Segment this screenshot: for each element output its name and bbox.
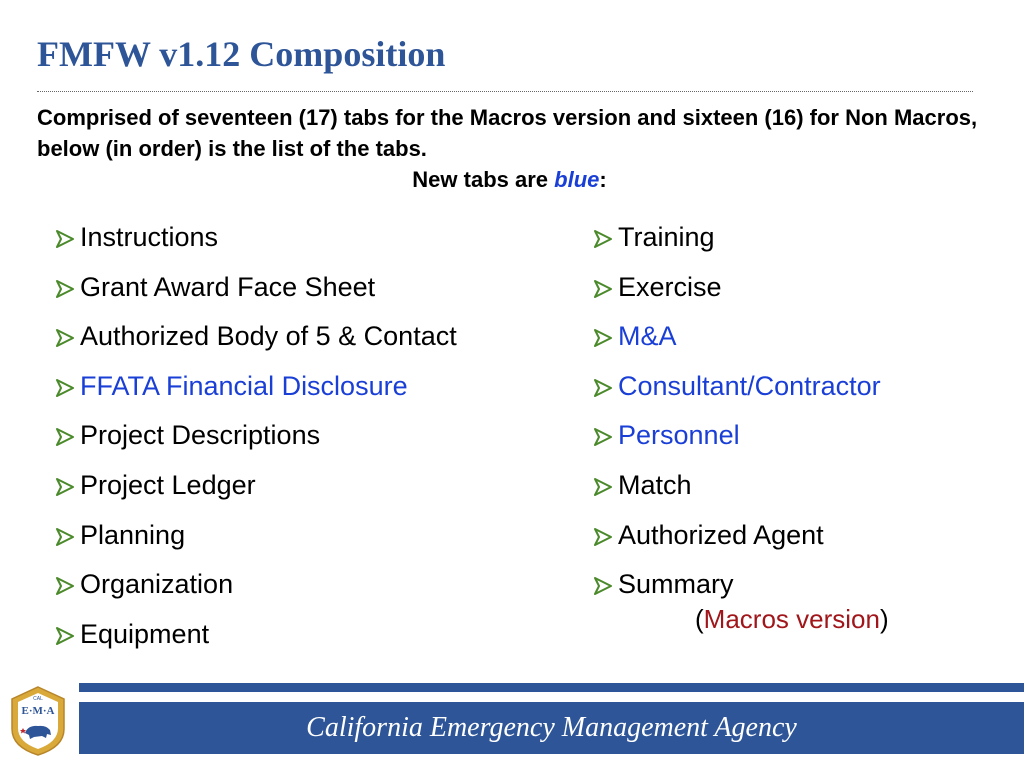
- bullet-arrow-icon: [55, 427, 75, 447]
- bullet-arrow-icon: [593, 378, 613, 398]
- tab-list-item: [591, 213, 881, 263]
- tab-list-item: [591, 362, 881, 412]
- bullet-arrow-icon: [593, 279, 613, 299]
- tab-list-item: [53, 461, 457, 511]
- intro-text: [37, 102, 982, 195]
- bullet-arrow-icon: [593, 527, 613, 547]
- intro-line-2: [37, 164, 982, 195]
- slide-title: FMFW v1.12 Composition: [37, 34, 446, 74]
- intro-line-1: Comprised of seventeen (17) tabs for the Macros version and sixteen (16) for Non Macros, below (in order) is the list of the tabs.: [37, 105, 978, 161]
- tab-list-item: [53, 610, 457, 660]
- tab-list-item: [591, 263, 881, 313]
- footer-accent-bar: [79, 683, 1024, 692]
- intro-line-2-prefix: New tabs are: [412, 167, 555, 192]
- tab-name: FFATA Financial Disclosure: [80, 370, 408, 401]
- note-close-paren: ): [879, 604, 889, 634]
- tab-name: Match: [618, 469, 692, 500]
- bullet-arrow-icon: [593, 328, 613, 348]
- bullet-arrow-icon: [55, 626, 75, 646]
- tab-list-item: [53, 312, 457, 362]
- tab-name: Organization: [80, 569, 234, 600]
- logo-cal-text: CAL: [33, 696, 43, 702]
- intro-blue-word: blue: [554, 167, 600, 192]
- tab-list-item: [53, 263, 457, 313]
- tab-list-item: [53, 362, 457, 412]
- tab-list-left: [53, 213, 457, 659]
- bullet-arrow-icon: [55, 229, 75, 249]
- bullet-arrow-icon: [55, 527, 75, 547]
- tab-list-item: [591, 461, 881, 511]
- tab-name: Authorized Body of 5 & Contact: [80, 321, 457, 352]
- bullet-arrow-icon: [55, 279, 75, 299]
- bullet-arrow-icon: [55, 576, 75, 596]
- tab-name: Summary: [618, 569, 734, 600]
- note-macros-version: Macros version: [703, 604, 880, 634]
- tab-name: Project Descriptions: [80, 420, 321, 451]
- tab-list-item: [591, 560, 881, 610]
- bullet-arrow-icon: [593, 229, 613, 249]
- bullet-arrow-icon: [593, 427, 613, 447]
- intro-line-2-suffix: :: [599, 167, 607, 192]
- bullet-arrow-icon: [593, 477, 613, 497]
- tab-list-item: [53, 560, 457, 610]
- tab-list-item: [591, 411, 881, 461]
- logo-ema-text: E·M·A: [21, 705, 55, 717]
- tab-list-item: [53, 511, 457, 561]
- macros-version-note: [695, 604, 889, 635]
- tab-name: Consultant/Contractor: [618, 370, 881, 401]
- tab-list-item: [591, 511, 881, 561]
- tab-name: M&A: [618, 321, 677, 352]
- tab-name: Instructions: [80, 222, 219, 252]
- tab-name: Training: [618, 222, 715, 252]
- tab-name: Personnel: [618, 420, 740, 451]
- tab-list-item: [53, 213, 457, 263]
- bullet-arrow-icon: [55, 328, 75, 348]
- tab-name: Planning: [80, 519, 186, 550]
- tab-list-item: [591, 312, 881, 362]
- tab-list-item: [53, 411, 457, 461]
- tab-name: Exercise: [618, 271, 722, 302]
- cal-ema-logo: [8, 685, 68, 757]
- bullet-arrow-icon: [55, 477, 75, 497]
- footer-agency-name: California Emergency Management Agency: [306, 712, 797, 743]
- note-open-paren: (: [695, 604, 704, 634]
- tab-list-right: [591, 213, 881, 610]
- bullet-arrow-icon: [593, 576, 613, 596]
- tab-name: Authorized Agent: [618, 519, 824, 550]
- tab-name: Project Ledger: [80, 469, 256, 500]
- title-divider: [37, 91, 973, 92]
- bullet-arrow-icon: [55, 378, 75, 398]
- tab-name: Equipment: [80, 618, 210, 649]
- tab-name: Grant Award Face Sheet: [80, 271, 376, 302]
